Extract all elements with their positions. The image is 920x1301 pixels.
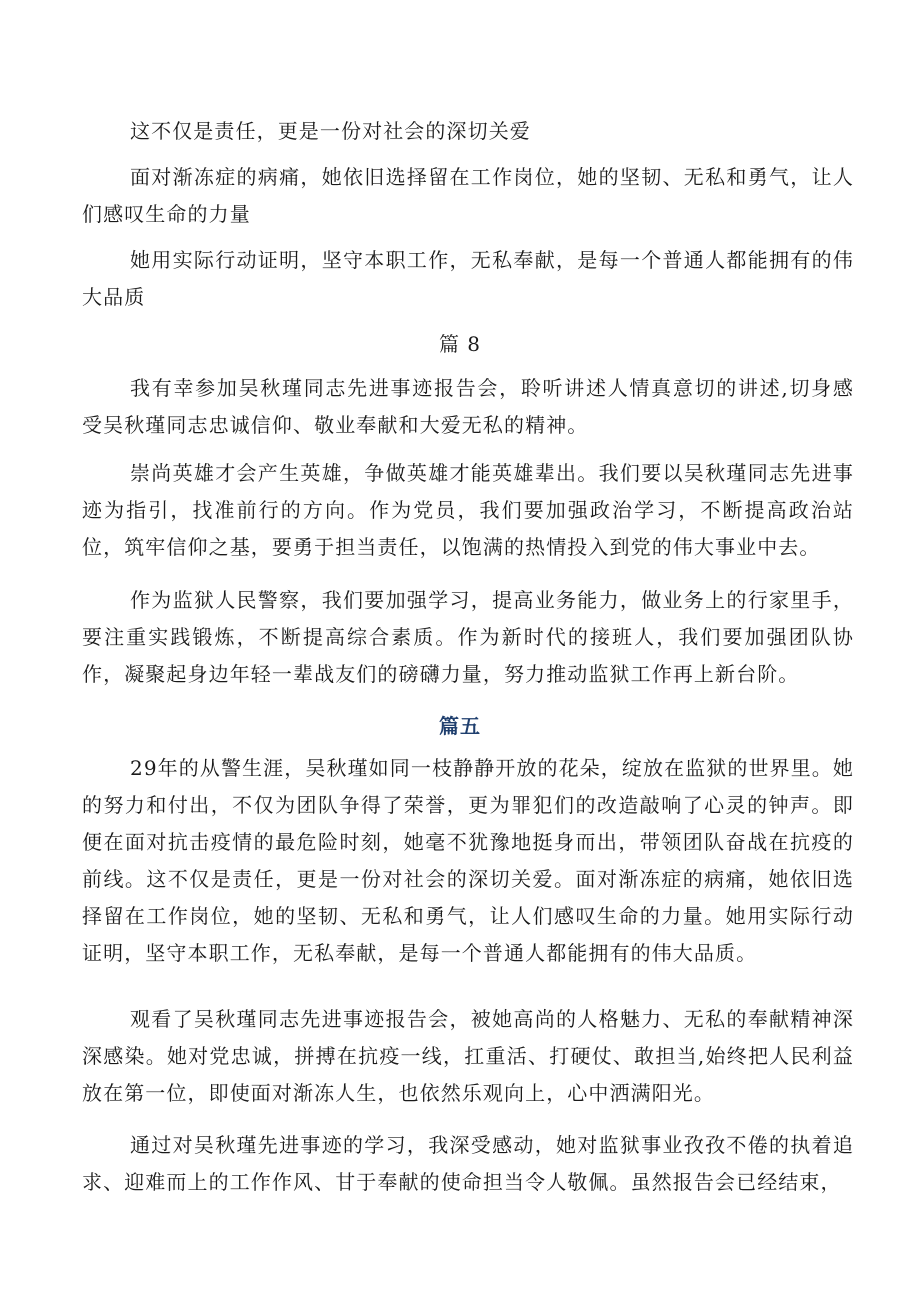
paragraph-7: 29年的从警生涯，吴秋瑾如同一枝静静开放的花朵，绽放在监狱的世界里。她的努力和付出，不仅为团队争得了荣誉，更为罪犯们的改造敲响了心灵的钟声。即便在面对抗击疫情的最危险时刻，她毫不犹豫地挺身而出，带领团队奋战在抗疫的前线。这不仅是责任，更是一份对社会的深切关爱。面对渐冻症的病痛，她依旧选择留在工作岗位，她的坚韧、无私和勇气，让人们感叹生命的力量。她用实际行动证明，坚守本职工作，无私奉献，是每一个普通人都能拥有的伟大品质。 bbox=[82, 756, 854, 965]
paragraph-2: 面对渐冻症的病痛，她依旧选择留在工作岗位，她的坚韧、无私和勇气，让人们感叹生命的力量 bbox=[82, 165, 854, 226]
paragraph-8: 观看了吴秋瑾同志先进事迹报告会，被她高尚的人格魅力、无私的奉献精神深深感染。她对党忠诚，拼搏在抗疫一线，扛重活、打硬仗、敢担当,始终把人民利益放在第一位，即使面对渐冻人生，也依然乐观向上，心中洒满阳光。 bbox=[82, 1007, 854, 1105]
paragraph-9: 通过对吴秋瑾先进事迹的学习，我深受感动，她对监狱事业孜孜不倦的执着追求、迎难而上的工作作风、甘于奉献的使命担当令人敬佩。虽然报告会已经结束， bbox=[82, 1133, 854, 1194]
paragraph-6: 作为监狱人民警察，我们要加强学习，提高业务能力，做业务上的行家里手，要注重实践锻炼，不断提高综合素质。作为新时代的接班人，我们要加强团队协作，凝聚起身边年轻一辈战友们的磅礴力量，努力推动监狱工作再上新台阶。 bbox=[82, 588, 854, 686]
paragraph-5: 崇尚英雄才会产生英雄，争做英雄才能英雄辈出。我们要以吴秋瑾同志先进事迹为指引，找准前行的方向。作为党员，我们要加强政治学习，不断提高政治站位，筑牢信仰之基，要勇于担当责任，以饱满的热情投入到党的伟大事业中去。 bbox=[82, 461, 854, 559]
paragraph-3: 她用实际行动证明，坚守本职工作，无私奉献，是每一个普通人都能拥有的伟大品质 bbox=[82, 248, 854, 309]
section-heading-8: 篇 8 bbox=[438, 332, 482, 356]
section-heading-5: 篇五 bbox=[439, 714, 481, 738]
paragraph-1: 这不仅是责任，更是一份对社会的深切关爱 bbox=[130, 119, 531, 143]
paragraph-4: 我有幸参加吴秋瑾同志先进事迹报告会，聆听讲述人情真意切的讲述,切身感受吴秋瑾同志忠诚信仰、敬业奉献和大爱无私的精神。 bbox=[82, 376, 854, 437]
